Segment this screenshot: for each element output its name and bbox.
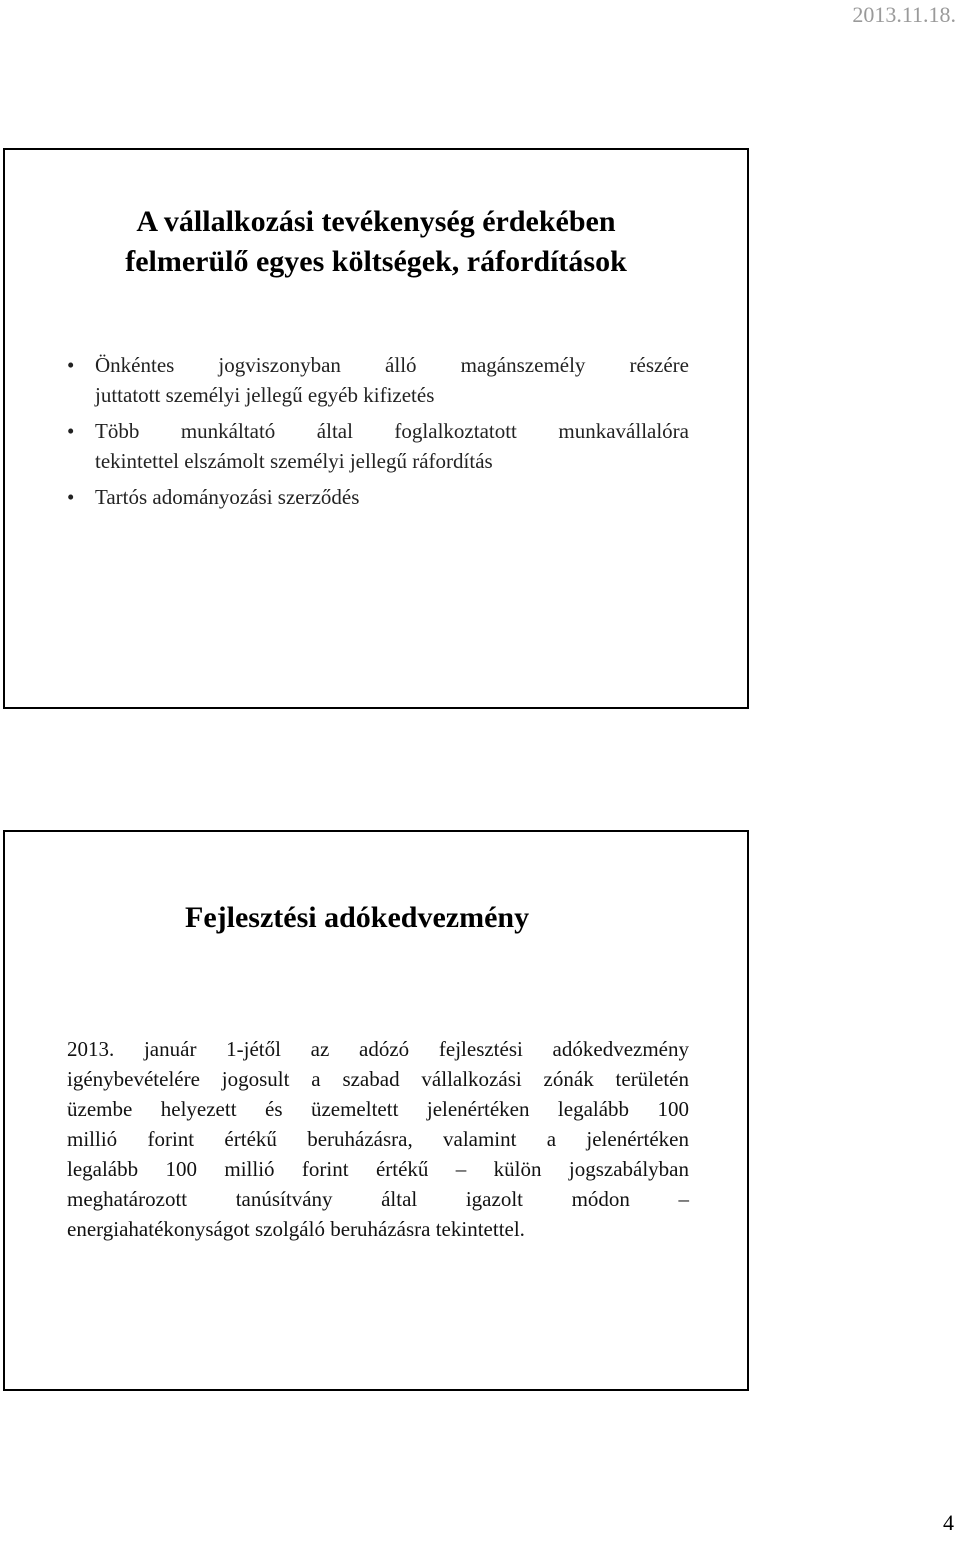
body-text-line: energiahatékonyságot szolgáló beruházásra tekintettel.: [67, 1217, 525, 1241]
page-number: 4: [943, 1510, 954, 1535]
bullet-dot-icon: •: [67, 353, 75, 377]
body-text-line: meghatározott tanúsítvány által igazolt módon –: [67, 1187, 689, 1211]
slide-2-title: Fejlesztési adókedvezmény: [185, 901, 530, 934]
slide-1-bullet-list: [67, 350, 689, 518]
bullet-item: [67, 482, 689, 512]
body-text-line: igénybevételére jogosult a szabad vállalkozási zónák területén: [67, 1067, 689, 1091]
bullet-dot-icon: •: [67, 419, 75, 443]
body-text-line: üzembe helyezett és üzemeltett jelenértéken legalább 100: [67, 1097, 689, 1121]
slide-1-title-line-1: A vállalkozási tevékenység érdekében: [136, 205, 616, 238]
slide-1-title-line-2: felmerülő egyes költségek, ráfordítások: [125, 245, 627, 278]
bullet-text-line: juttatott személyi jellegű egyéb kifizetés: [95, 383, 435, 407]
body-text-line: millió forint értékű beruházásra, valamint a jelenértéken: [67, 1127, 689, 1151]
slide-2: [3, 830, 749, 1391]
bullet-text-line: Több munkáltató által foglalkoztatott munkavállalóra: [95, 419, 689, 443]
body-text-line: legalább 100 millió forint értékű – külön jogszabályban: [67, 1157, 689, 1181]
bullet-text-line: Tartós adományozási szerződés: [95, 485, 360, 509]
date-header: 2013.11.18.: [852, 2, 956, 27]
bullet-dot-icon: •: [67, 485, 75, 509]
bullet-item: [67, 350, 689, 410]
slide-2-body-text: [67, 1034, 689, 1244]
slide-1-title: [5, 202, 747, 282]
bullet-item: [67, 416, 689, 476]
bullet-text-line: tekintettel elszámolt személyi jellegű ráfordítás: [95, 449, 493, 473]
bullet-text-line: Önkéntes jogviszonyban álló magánszemély részére: [95, 353, 689, 377]
slide-1: [3, 148, 749, 709]
body-text-line: 2013. január 1-jétől az adózó fejlesztési adókedvezmény: [67, 1037, 689, 1061]
